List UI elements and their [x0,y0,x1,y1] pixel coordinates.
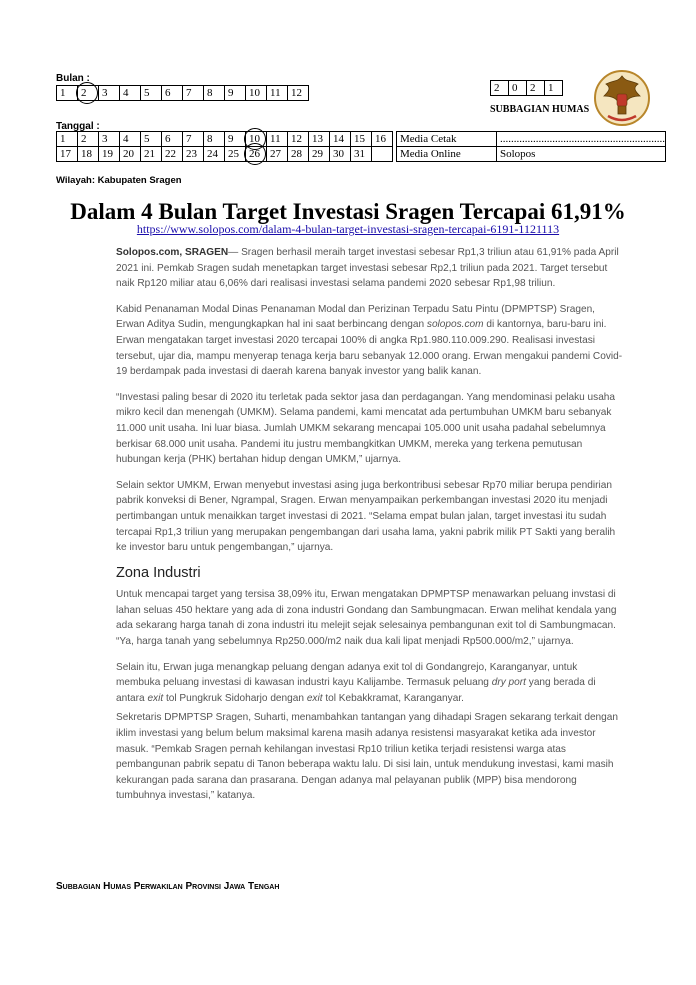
date-cell [225,132,246,147]
media-cetak-label: Media Cetak [397,132,497,147]
date-value: 4 [123,133,129,145]
month-cell [225,86,246,101]
date-cell [162,147,183,162]
paragraph-6 [116,660,624,707]
year-grid [490,80,563,96]
date-value: 25 [228,148,239,160]
year-digit-cell [509,81,527,96]
date-value: 23 [186,148,197,160]
footer-label: Subbagian Humas Perwakilan Provinsi Jawa Tengah [56,881,280,892]
date-cell [162,132,183,147]
date-cell [183,147,204,162]
month-value: 10 [249,87,260,99]
date-cell [78,132,99,147]
date-value: 6 [165,133,171,145]
paragraph-2 [116,302,624,380]
date-value: 2 [81,133,87,145]
date-value: 14 [333,133,344,145]
date-value: 8 [207,133,213,145]
year-digit-value: 1 [548,82,554,94]
date-cell [57,147,78,162]
media-online-value: Solopos [497,147,666,162]
date-cell [204,132,225,147]
date-cell [246,147,267,162]
month-value: 2 [81,87,87,99]
month-value: 5 [144,87,150,99]
month-cell [120,86,141,101]
tanggal-label: Tanggal : [56,121,100,132]
dept-label: SUBBAGIAN HUMAS [490,104,590,115]
date-value: 19 [102,148,113,160]
month-cell [204,86,225,101]
article-body [116,245,624,814]
article-title: Dalam 4 Bulan Target Investasi Sragen Tercapai 61,91% [70,199,626,224]
month-cell [246,86,267,101]
date-value: 10 [249,133,260,145]
month-value: 6 [165,87,171,99]
date-cell [288,147,309,162]
date-cell [351,132,372,147]
month-cell [99,86,120,101]
date-value: 11 [270,133,281,145]
date-cell [267,147,288,162]
date-value: 21 [144,148,155,160]
date-cell [120,132,141,147]
date-cell [309,132,330,147]
paragraph-2-text-b: di kantornya, baru-baru ini. Erwan mengatakan target investasi 2020 tercapai 100% di angka Rp1.980.110.009.290. Realisasi investasi tersebut, ujar dia, mampu menyerap tenaga kerja baru sebanyak 12.000 orang. Erwan mengakui pandemi Covid-19 berdampak pada investasi di daerah karena banyak investor yang balik kanan. [116,319,623,378]
date-value: 1 [60,133,66,145]
paragraph-5: Untuk mencapai target yang tersisa 38,09% itu, Erwan mengatakan DPMPTSP menawarkan peluang invstasi di lahan seluas 450 hektare yang ada di zona industri Gondang dan Sambungmacan. Erwan melihat kendala yang ada sekarang harga tanah di zona industri itu melejit sejak selesainya pembangunan exit tol di Sambungmacan. “Ya, harga tanah yang sebelumnya Rp250.000/m2 naik dua kali lipat menjadi Rp500.000/m2,” ujarnya. [116,589,617,648]
paragraph-1 [116,245,624,292]
date-value: 18 [81,148,92,160]
date-cell [288,132,309,147]
paragraph-6-text-b: yang berada di antara [116,677,596,704]
date-cell [99,147,120,162]
month-cell [267,86,288,101]
date-cell [99,132,120,147]
year-digit-value: 2 [494,82,500,94]
media-online-label: Media Online [397,147,497,162]
date-value: 26 [249,148,260,160]
date-value: 27 [270,148,281,160]
media-table [396,131,666,162]
date-value: 7 [186,133,192,145]
month-cell [288,86,309,101]
date-value: 3 [102,133,108,145]
exit-emphasis-1: exit [147,692,164,704]
month-value: 1 [60,87,66,99]
dry-port-emphasis: dry port [491,677,526,689]
year-digit-cell [527,81,545,96]
date-value: 17 [60,148,71,160]
date-cell [309,147,330,162]
month-cell [162,86,183,101]
date-cell [330,147,351,162]
date-cell [120,147,141,162]
date-cell [57,132,78,147]
date-value: 29 [312,148,323,160]
month-value: 9 [228,87,234,99]
date-cell [78,147,99,162]
month-cell [141,86,162,101]
date-cell [372,132,393,147]
solopos-emphasis: solopos.com [426,319,484,331]
month-value: 12 [291,87,302,99]
date-value: 28 [291,148,302,160]
wilayah-label: Wilayah: Kabupaten Sragen [56,175,182,186]
date-value: 9 [228,133,234,145]
month-value: 8 [207,87,213,99]
year-digit-cell [545,81,563,96]
garuda-emblem-icon [592,66,652,130]
date-value: 15 [354,133,365,145]
paragraph-4: Selain sektor UMKM, Erwan menyebut investasi asing juga berkontribusi sebesar Rp70 miliar berupa pendirian pabrik konveksi di Bener, Ngrampal, Sragen. Erwan menyampaikan perkembangan investasi 2020 itu menjadi pertimbangan untuk menaikkan target investasi di 2021. “Selama empat bulan jalan, target investasi itu sudah tercapai Rp1,3 triliun yang merupakan pengembangan dari usaha lama, yakni pabrik milik PT Sakti yang beralih ke investor baru untuk pengembangan,” ujarnya. [116,479,616,554]
date-cell [351,147,372,162]
exit-emphasis-2: exit [306,692,323,704]
paragraph-7: Sekretaris DPMPTSP Sragen, Suharti, menambahkan tantangan yang dihadapi Sragen sekarang terkait dengan iklim investasi yang belum belum maksimal karena masih adanya resistensi masyarakat ketika ada investor masuk. “Pemkab Sragen pernah kehilangan investasi Rp10 triliun ketika terjadi resistensi warga atas pembangunan pabrik sepatu di Tanon beberapa waktu lalu. Di sisi lain, untuk mendukung investasi, kami masih kekurangan pada sarana dan prasarana. Dengan adanya mal pelayanan publik (MPP) bisa mendorong tumbuhnya investasi,” katanya. [116,712,619,802]
date-value: 12 [291,133,302,145]
paragraph-6-text-c: tol Pungkruk Sidoharjo dengan [163,692,307,704]
paragraph-2-text-a: Kabid Penanaman Modal Dinas Penanaman Modal dan Perizinan Terpadu Satu Pintu (DPMPTSP) Sragen, Erwan Aditya Sudin, mengungkapkan hal ini saat berbincang dengan [116,303,595,331]
date-cell [330,132,351,147]
date-value: 30 [333,148,344,160]
month-cell [183,86,204,101]
month-cell [78,86,99,101]
media-cetak-value: ............................................................ [497,132,666,147]
date-value: 13 [312,133,323,145]
subheading-zona-industri: Zona Industri [116,564,201,581]
date-cell [267,132,288,147]
year-digit-value: 2 [530,82,536,94]
paragraph-6-text-a: Selain itu, Erwan juga menangkap peluang dengan adanya exit tol di Gondangrejo, Karanganyar, untuk membuka peluang investasi di kawasan industri kayu Kalijambe. Termasuk peluang [116,661,578,689]
month-value: 7 [186,87,192,99]
date-value: 16 [375,133,386,145]
year-digit-cell [491,81,509,96]
date-value: 24 [207,148,218,160]
date-cell [141,132,162,147]
month-value: 3 [102,87,108,99]
month-cell [57,86,78,101]
month-grid [56,85,309,101]
date-value: 20 [123,148,134,160]
paragraph-6-text-d: tol Kebakkramat, Karanganyar. [322,692,464,704]
year-digit-value: 0 [512,82,518,94]
date-cell [225,147,246,162]
date-cell [141,147,162,162]
bulan-label: Bulan : [56,73,90,84]
month-value: 11 [270,87,281,99]
date-cell [204,147,225,162]
article-url[interactable]: https://www.solopos.com/dalam-4-bulan-target-investasi-sragen-tercapai-6191-1121113 [136,222,560,236]
paragraph-1-text: — Sragen berhasil meraih target investasi sebesar Rp1,3 triliun atau 61,91% pada April 2021 ini. Pemkab Sragen sudah menetapkan target investasi sebesar Rp2,1 triliun pada 2021. Target tersebut naik Rp120 miliar atau 6,06% dari realisasi investasi selama pandemi 2020 sebesar Rp1,98 triliun. [116,247,619,290]
date-value: 31 [354,148,365,160]
date-cell [183,132,204,147]
paragraph-3: “Investasi paling besar di 2020 itu terletak pada sektor jasa dan perdagangan. Yang mendominasi pelaku usaha mikro kecil dan menengah (UMKM). Selama pandemi, kami mencatat ada pertumbuhan UMKM baru sebanyak 11.000 unit usaha. Ini luar biasa. Jumlah UMKM sekarang mencapai 105.000 unit usaha padahal sebelumnya berkisar 68.000 unit usaha. Pandemi itu justru membangkitkan UMKM, mereka yang terkena pemutusan hubungan kerja (PHK) bertahan hidup dengan UMKM,” ujarnya. [116,391,616,466]
dateline: Solopos.com, SRAGEN [116,247,229,258]
date-value: 22 [165,148,176,160]
date-grid [56,131,393,162]
month-value: 4 [123,87,129,99]
date-cell [372,147,393,162]
date-value: 5 [144,133,150,145]
